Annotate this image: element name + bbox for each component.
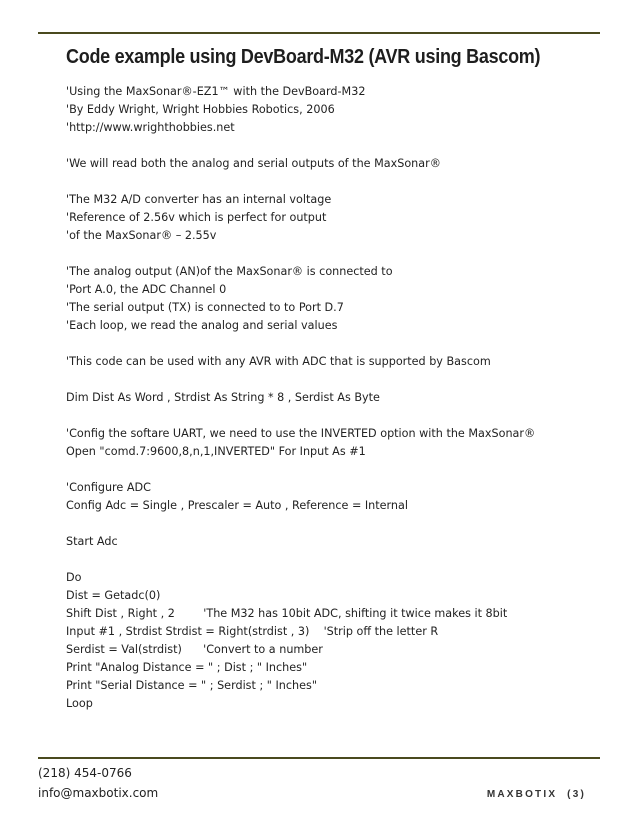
code-line: Loop	[66, 697, 93, 710]
page-title: Code example using DevBoard-M32 (AVR using Bascom)	[66, 46, 541, 68]
code-line: 'Reference of 2.56v which is perfect for output	[66, 211, 327, 224]
code-line: 'The M32 A/D converter has an internal voltage	[66, 193, 332, 206]
code-line: 'Configure ADC	[66, 481, 151, 494]
code-line: 'of the MaxSonar® – 2.55v	[66, 229, 217, 242]
code-line	[66, 551, 606, 569]
code-line: 'By Eddy Wright, Wright Hobbies Robotics, 2006	[66, 103, 335, 116]
footer-brand-page-number: MAXBOTIX (3)	[486, 789, 586, 800]
code-line: 'The analog output (AN)of the MaxSonar® is connected to	[66, 265, 393, 278]
code-line	[66, 137, 606, 155]
code-line: 'This code can be used with any AVR with ADC that is supported by Bascom	[66, 355, 491, 368]
code-line	[66, 245, 606, 263]
code-line	[66, 407, 606, 425]
code-line: Dim Dist As Word , Strdist As String * 8 , Serdist As Byte	[66, 391, 380, 404]
code-line	[66, 461, 606, 479]
code-listing	[66, 83, 606, 713]
code-line: Open "comd.7:9600,8,n,1,INVERTED" For Input As #1	[66, 445, 366, 458]
footer-phone: (218) 454-0766	[38, 766, 132, 780]
code-line: Dist = Getadc(0)	[66, 589, 161, 602]
code-line: Print "Analog Distance = " ; Dist ; " Inches"	[66, 661, 308, 674]
code-line: 'We will read both the analog and serial outputs of the MaxSonar®	[66, 157, 441, 170]
code-line: Input #1 , Strdist Strdist = Right(strdist , 3) 'Strip off the letter R	[66, 625, 439, 638]
code-line: Do	[66, 571, 82, 584]
code-line: 'http://www.wrighthobbies.net	[66, 121, 235, 134]
code-line: Shift Dist , Right , 2 'The M32 has 10bit ADC, shifting it twice makes it 8bit	[66, 607, 508, 620]
code-line: Start Adc	[66, 535, 118, 548]
code-line: 'Port A.0, the ADC Channel 0	[66, 283, 227, 296]
code-line	[66, 371, 606, 389]
code-line: 'Using the MaxSonar®-EZ1™ with the DevBoard-M32	[66, 85, 366, 98]
footer-email: info@maxbotix.com	[38, 786, 159, 800]
code-line: Print "Serial Distance = " ; Serdist ; " Inches"	[66, 679, 317, 692]
code-line	[66, 335, 606, 353]
code-line: 'Each loop, we read the analog and serial values	[66, 319, 338, 332]
code-line: Serdist = Val(strdist) 'Convert to a number	[66, 643, 323, 656]
footer-divider	[38, 757, 600, 759]
code-line: 'Config the softare UART, we need to use the INVERTED option with the MaxSonar®	[66, 427, 536, 440]
code-line	[66, 173, 606, 191]
code-line: 'The serial output (TX) is connected to to Port D.7	[66, 301, 344, 314]
top-divider	[38, 32, 600, 34]
code-line	[66, 515, 606, 533]
code-line: Config Adc = Single , Prescaler = Auto , Reference = Internal	[66, 499, 408, 512]
